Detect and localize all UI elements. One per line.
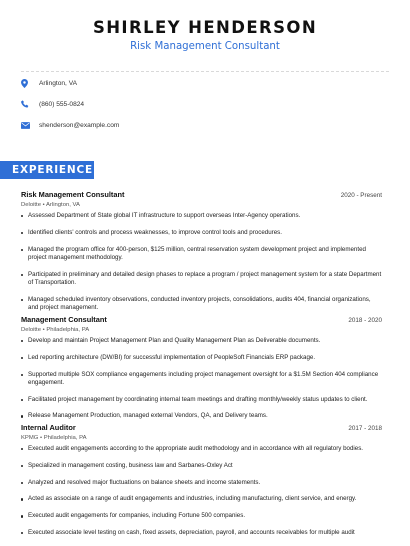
job-entry bbox=[21, 423, 382, 546]
contact-phone-text: (860) 555-0824 bbox=[39, 100, 85, 108]
job-bullets bbox=[21, 212, 382, 312]
list-item: Facilitated project management by coordinating internal team meetings and drafting monthly/weekly status updates to client. bbox=[21, 396, 382, 404]
list-item: Executed audit engagements for companies, including Fortune 500 companies. bbox=[21, 512, 382, 520]
list-item: Executed associate level testing on cash, fixed assets, depreciation, payroll, and accounts receivables for multiple audit bbox=[21, 529, 382, 537]
list-item: Executed audit engagements according to the appropriate audit methodology and in accordance with all regulatory bodies. bbox=[21, 445, 382, 453]
job-dates: 2020 - Present bbox=[340, 192, 382, 199]
header-divider bbox=[21, 71, 389, 72]
contact-list bbox=[0, 73, 410, 135]
job-title: Internal Auditor bbox=[21, 423, 76, 432]
list-item: Managed the program office for 400-person, $125 million, central reservation system development project and implemented project management methodology. bbox=[21, 246, 382, 262]
contact-location-text: Arlington, VA bbox=[39, 79, 77, 87]
job-bullets bbox=[21, 337, 382, 421]
phone-icon bbox=[21, 98, 39, 110]
job-dates: 2017 - 2018 bbox=[348, 425, 382, 432]
contact-phone bbox=[21, 94, 410, 114]
job-entry bbox=[21, 315, 382, 429]
job-company-location: Deloitte • Arlington, VA bbox=[21, 202, 80, 208]
job-location: Philadelphia, PA bbox=[43, 435, 87, 441]
job-company: Deloitte bbox=[21, 202, 41, 208]
envelope-icon bbox=[21, 119, 39, 131]
job-company-location: Deloitte • Philadelphia, PA bbox=[21, 327, 90, 333]
candidate-role: Risk Management Consultant bbox=[130, 41, 280, 52]
list-item: Supported multiple SOX compliance engagements including project management oversight for a $1.5M Section 404 compliance engagement. bbox=[21, 371, 382, 387]
job-company-location: KPMG • Philadelphia, PA bbox=[21, 435, 87, 441]
list-item: Participated in preliminary and detailed design phases to replace a program / project management system for a state Department of Transportation. bbox=[21, 271, 382, 287]
list-item: Specialized in management costing, business law and Sarbanes-Oxley Act bbox=[21, 462, 382, 470]
candidate-name: SHIRLEY HENDERSON bbox=[92, 18, 318, 37]
job-dates: 2018 - 2020 bbox=[348, 317, 382, 324]
list-item: Release Management Production, managed external Vendors, QA, and Delivery teams. bbox=[21, 412, 382, 420]
job-title: Management Consultant bbox=[21, 315, 107, 324]
list-item: Assessed Department of State global IT infrastructure to support overseas Inter-Agency operations. bbox=[21, 212, 382, 220]
resume-header bbox=[0, 0, 410, 54]
list-item: Analyzed and resolved major fluctuations on balance sheets and income statements. bbox=[21, 479, 382, 487]
job-company: Deloitte bbox=[21, 327, 41, 333]
job-company: KPMG bbox=[21, 435, 39, 441]
location-pin-icon bbox=[21, 77, 39, 89]
contact-email-text[interactable]: shenderson@example.com bbox=[39, 121, 120, 129]
list-item: Led reporting architecture (DW/BI) for successful implementation of PeopleSoft Financials ERP package. bbox=[21, 354, 382, 362]
job-title: Risk Management Consultant bbox=[21, 190, 125, 199]
list-item: Managed scheduled inventory observations, conducted inventory projects, consolidations, audits 404, financial organizations, and project management. bbox=[21, 296, 382, 312]
contact-email[interactable] bbox=[21, 115, 410, 135]
list-item: Develop and maintain Project Management Plan and Quality Management Plan as Deliverable documents. bbox=[21, 337, 382, 345]
job-entry bbox=[21, 190, 382, 321]
job-location: Philadelphia, PA bbox=[46, 327, 90, 333]
contact-location bbox=[21, 73, 410, 93]
section-title-experience: EXPERIENCE bbox=[12, 164, 93, 176]
list-item: Acted as associate on a range of audit engagements and industries, including manufacturing, client service, and energy. bbox=[21, 495, 382, 503]
job-location: Arlington, VA bbox=[46, 202, 80, 208]
list-item: Identified clients' controls and process weaknesses, to improve control tools and procedures. bbox=[21, 229, 382, 237]
job-bullets bbox=[21, 445, 382, 537]
